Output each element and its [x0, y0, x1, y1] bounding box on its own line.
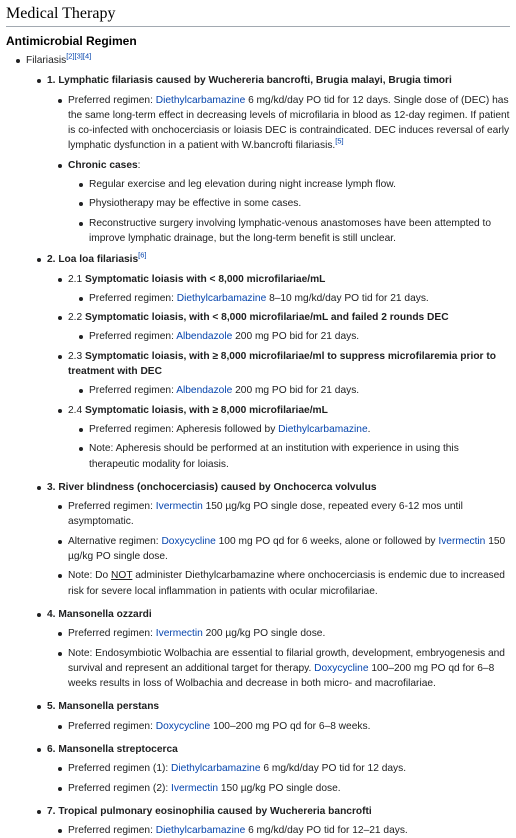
filariasis-list: [6, 53, 510, 838]
sub-number: 2.3: [68, 350, 85, 362]
regimen-text: 150 µg/kg PO single dose, repeated every 6-12 mos until asymptomatic.: [68, 501, 463, 528]
subsection-heading-antimicrobial-regimen: Antimicrobial Regimen: [6, 34, 137, 48]
list-item-preferred-regimen: [89, 329, 510, 344]
link-ivermectin[interactable]: Ivermectin: [155, 628, 203, 640]
list-item-preferred-regimen: [68, 719, 510, 734]
section-title-5: 5. Mansonella perstans: [47, 701, 160, 713]
list-item-chronic-cases: [68, 158, 510, 246]
list-item-river-blindness: [47, 480, 510, 599]
regimen-label: Preferred regimen:: [68, 94, 156, 106]
list-item-note: [68, 646, 510, 692]
regimen-text: 100 mg PO qd for 6 weeks, alone or followed by: [215, 535, 439, 547]
link-albendazole[interactable]: Albendazole: [176, 331, 233, 343]
link-diethylcarbamazine[interactable]: Diethylcarbamazine: [176, 292, 267, 304]
note-text: 100–200 mg PO qd for 6–8 weeks results in loss of Wolbachia and decrease in both micro- and macrofilariae.: [68, 662, 495, 690]
link-doxycycline[interactable]: Doxycycline: [314, 662, 369, 674]
regimen-label: Preferred regimen:: [68, 501, 156, 513]
list-item-loa-loa: [47, 252, 510, 472]
link-albendazole[interactable]: Albendazole: [176, 385, 233, 397]
list-item-mansonella-perstans: [47, 699, 510, 734]
list-item-preferred-regimen-1: [68, 761, 510, 776]
list-item-2-4: [68, 403, 510, 472]
section-title-4: 4. Mansonella ozzardi: [47, 608, 152, 620]
section-title-1: 1. Lymphatic filariasis caused by Wuchereria bancrofti, Brugia malayi, Brugia timori: [47, 75, 452, 87]
sub-number: 2.2: [68, 312, 85, 324]
regimen-label: Preferred regimen:: [68, 628, 156, 640]
note-text: Note: Endosymbiotic Wolbachia are essential to filarial growth, development, embryogenesis and survival and represent an additional target for therapy.: [68, 647, 505, 674]
list-item-chronic-2: Physiotherapy may be effective in some cases.: [89, 196, 510, 211]
regimen-text: 150 µg/kg PO single dose.: [218, 782, 341, 794]
regimen-label: Alternative regimen:: [68, 535, 162, 547]
regimen-text: 200 mg PO bid for 21 days.: [232, 331, 360, 343]
sub-title: Symptomatic loiasis with < 8,000 microfilariae/mL: [85, 273, 326, 285]
list-item-preferred-regimen: [68, 499, 510, 530]
note-text: administer Diethylcarbamazine where onchocerciasis is endemic due to increased risk for severe local inflammation in patients with ocular microfilariae.: [68, 570, 505, 597]
regimen-text: 150 µg/kg PO single dose.: [68, 535, 506, 563]
list-item-2-1: [68, 272, 510, 307]
regimen-text: .: [367, 423, 371, 435]
link-doxycycline[interactable]: Doxycycline: [155, 720, 211, 732]
link-ivermectin[interactable]: Ivermectin: [438, 535, 486, 547]
list-item-preferred-regimen: [68, 823, 510, 838]
sub-title: Symptomatic loiasis, with < 8,000 microfilariae/mL and failed 2 rounds DEC: [85, 312, 449, 324]
regimen-text: 200 mg PO bid for 21 days.: [232, 385, 360, 397]
list-item-2-2: [68, 310, 510, 345]
link-diethylcarbamazine[interactable]: Diethylcarbamazine: [278, 423, 368, 435]
regimen-label: Preferred regimen:: [68, 825, 156, 837]
list-item-lymphatic-filariasis: [47, 73, 510, 246]
list-item-note: Note: Apheresis should be performed at an institution with experience in using this therapeutic modality for loiasis.: [89, 441, 510, 472]
regimen-text: 200 µg/kg PO single dose.: [202, 628, 326, 640]
section-heading-medical-therapy: Medical Therapy: [6, 4, 510, 27]
section-title-3: 3. River blindness (onchocerciasis) caused by Onchocerca volvulus: [47, 481, 377, 493]
link-diethylcarbamazine[interactable]: Diethylcarbamazine: [155, 94, 246, 106]
link-ivermectin[interactable]: Ivermectin: [155, 501, 203, 513]
regimen-label: Preferred regimen (2):: [68, 782, 172, 794]
list-item-preferred-regimen: [68, 626, 510, 641]
sub-number: 2.1: [68, 273, 85, 285]
list-item-note: [68, 568, 510, 599]
list-item-mansonella-ozzardi: [47, 607, 510, 691]
sub-title: Symptomatic loiasis, with ≥ 8,000 microfilariae/mL: [85, 404, 328, 416]
link-diethylcarbamazine[interactable]: Diethylcarbamazine: [171, 763, 261, 775]
reference-link-5[interactable]: [5]: [335, 137, 344, 147]
list-item-preferred-regimen-2: [68, 781, 510, 796]
chronic-cases-colon: :: [137, 159, 141, 171]
sub-title: Symptomatic loiasis, with ≥ 8,000 microfilariae/ml to suppress microfilaremia prior to treatment with DEC: [68, 350, 496, 378]
chronic-cases-label: Chronic cases: [68, 159, 138, 171]
sub-number: 2.4: [68, 404, 85, 416]
note-emphasis: NOT: [111, 570, 133, 582]
link-diethylcarbamazine[interactable]: Diethylcarbamazine: [155, 825, 246, 837]
reference-link-2-3-4[interactable]: [2][3][4]: [66, 51, 92, 61]
regimen-label: Preferred regimen:: [89, 331, 177, 343]
section-title-7: 7. Tropical pulmonary eosinophilia caused by Wuchereria bancrofti: [47, 805, 372, 817]
regimen-text: 6 mg/kd/day PO tid for 12 days.: [260, 763, 407, 775]
list-item-preferred-regimen: [68, 93, 510, 154]
link-ivermectin[interactable]: Ivermectin: [171, 782, 219, 794]
link-doxycycline[interactable]: Doxycycline: [161, 535, 216, 547]
note-label: Note: Do: [68, 570, 112, 582]
regimen-label: Preferred regimen:: [89, 292, 177, 304]
regimen-label: Preferred regimen:: [89, 385, 177, 397]
list-item-preferred-regimen: [89, 422, 510, 437]
section-title-2: 2. Loa loa filariasis: [47, 254, 139, 266]
regimen-label: Preferred regimen:: [68, 720, 156, 732]
list-item-2-3: [68, 349, 510, 399]
list-item-chronic-3: Reconstructive surgery involving lymphatic-venous anastomoses have been attempted to improve lymphatic drainage, but the long-term benefit is still unclear.: [89, 216, 510, 247]
regimen-label: Preferred regimen: Apheresis followed by: [89, 423, 279, 435]
list-item-chronic-1: Regular exercise and leg elevation during night increase lymph flow.: [89, 177, 510, 192]
list-item-preferred-regimen: [89, 291, 510, 306]
list-item-preferred-regimen: [89, 383, 510, 398]
list-item-mansonella-streptocerca: [47, 742, 510, 796]
reference-link-6[interactable]: [6]: [138, 250, 147, 260]
list-item-filariasis: [26, 53, 510, 838]
list-item-alternative-regimen: [68, 534, 510, 565]
regimen-text: 100–200 mg PO qd for 6–8 weeks.: [210, 720, 371, 732]
section-title-6: 6. Mansonella streptocerca: [47, 743, 178, 755]
regimen-text: 8–10 mg/kd/day PO tid for 21 days.: [266, 292, 429, 304]
filariasis-label: Filariasis: [26, 55, 67, 66]
regimen-text: 6 mg/kd/day PO tid for 12–21 days.: [245, 825, 408, 837]
regimen-label: Preferred regimen (1):: [68, 763, 172, 775]
regimen-text: 6 mg/kd/day PO tid for 12 days. Single dose of (DEC) has the same long-term effect in decreasing levels of microfilaria in blood as 12-day regimen. If patient is co-infected with onchocerciasis or loiasis DEC is contraindicated. DEC induces reversal of early lymphatic dysfunction in a patient with W.bancrofti filariasis.: [68, 94, 510, 152]
